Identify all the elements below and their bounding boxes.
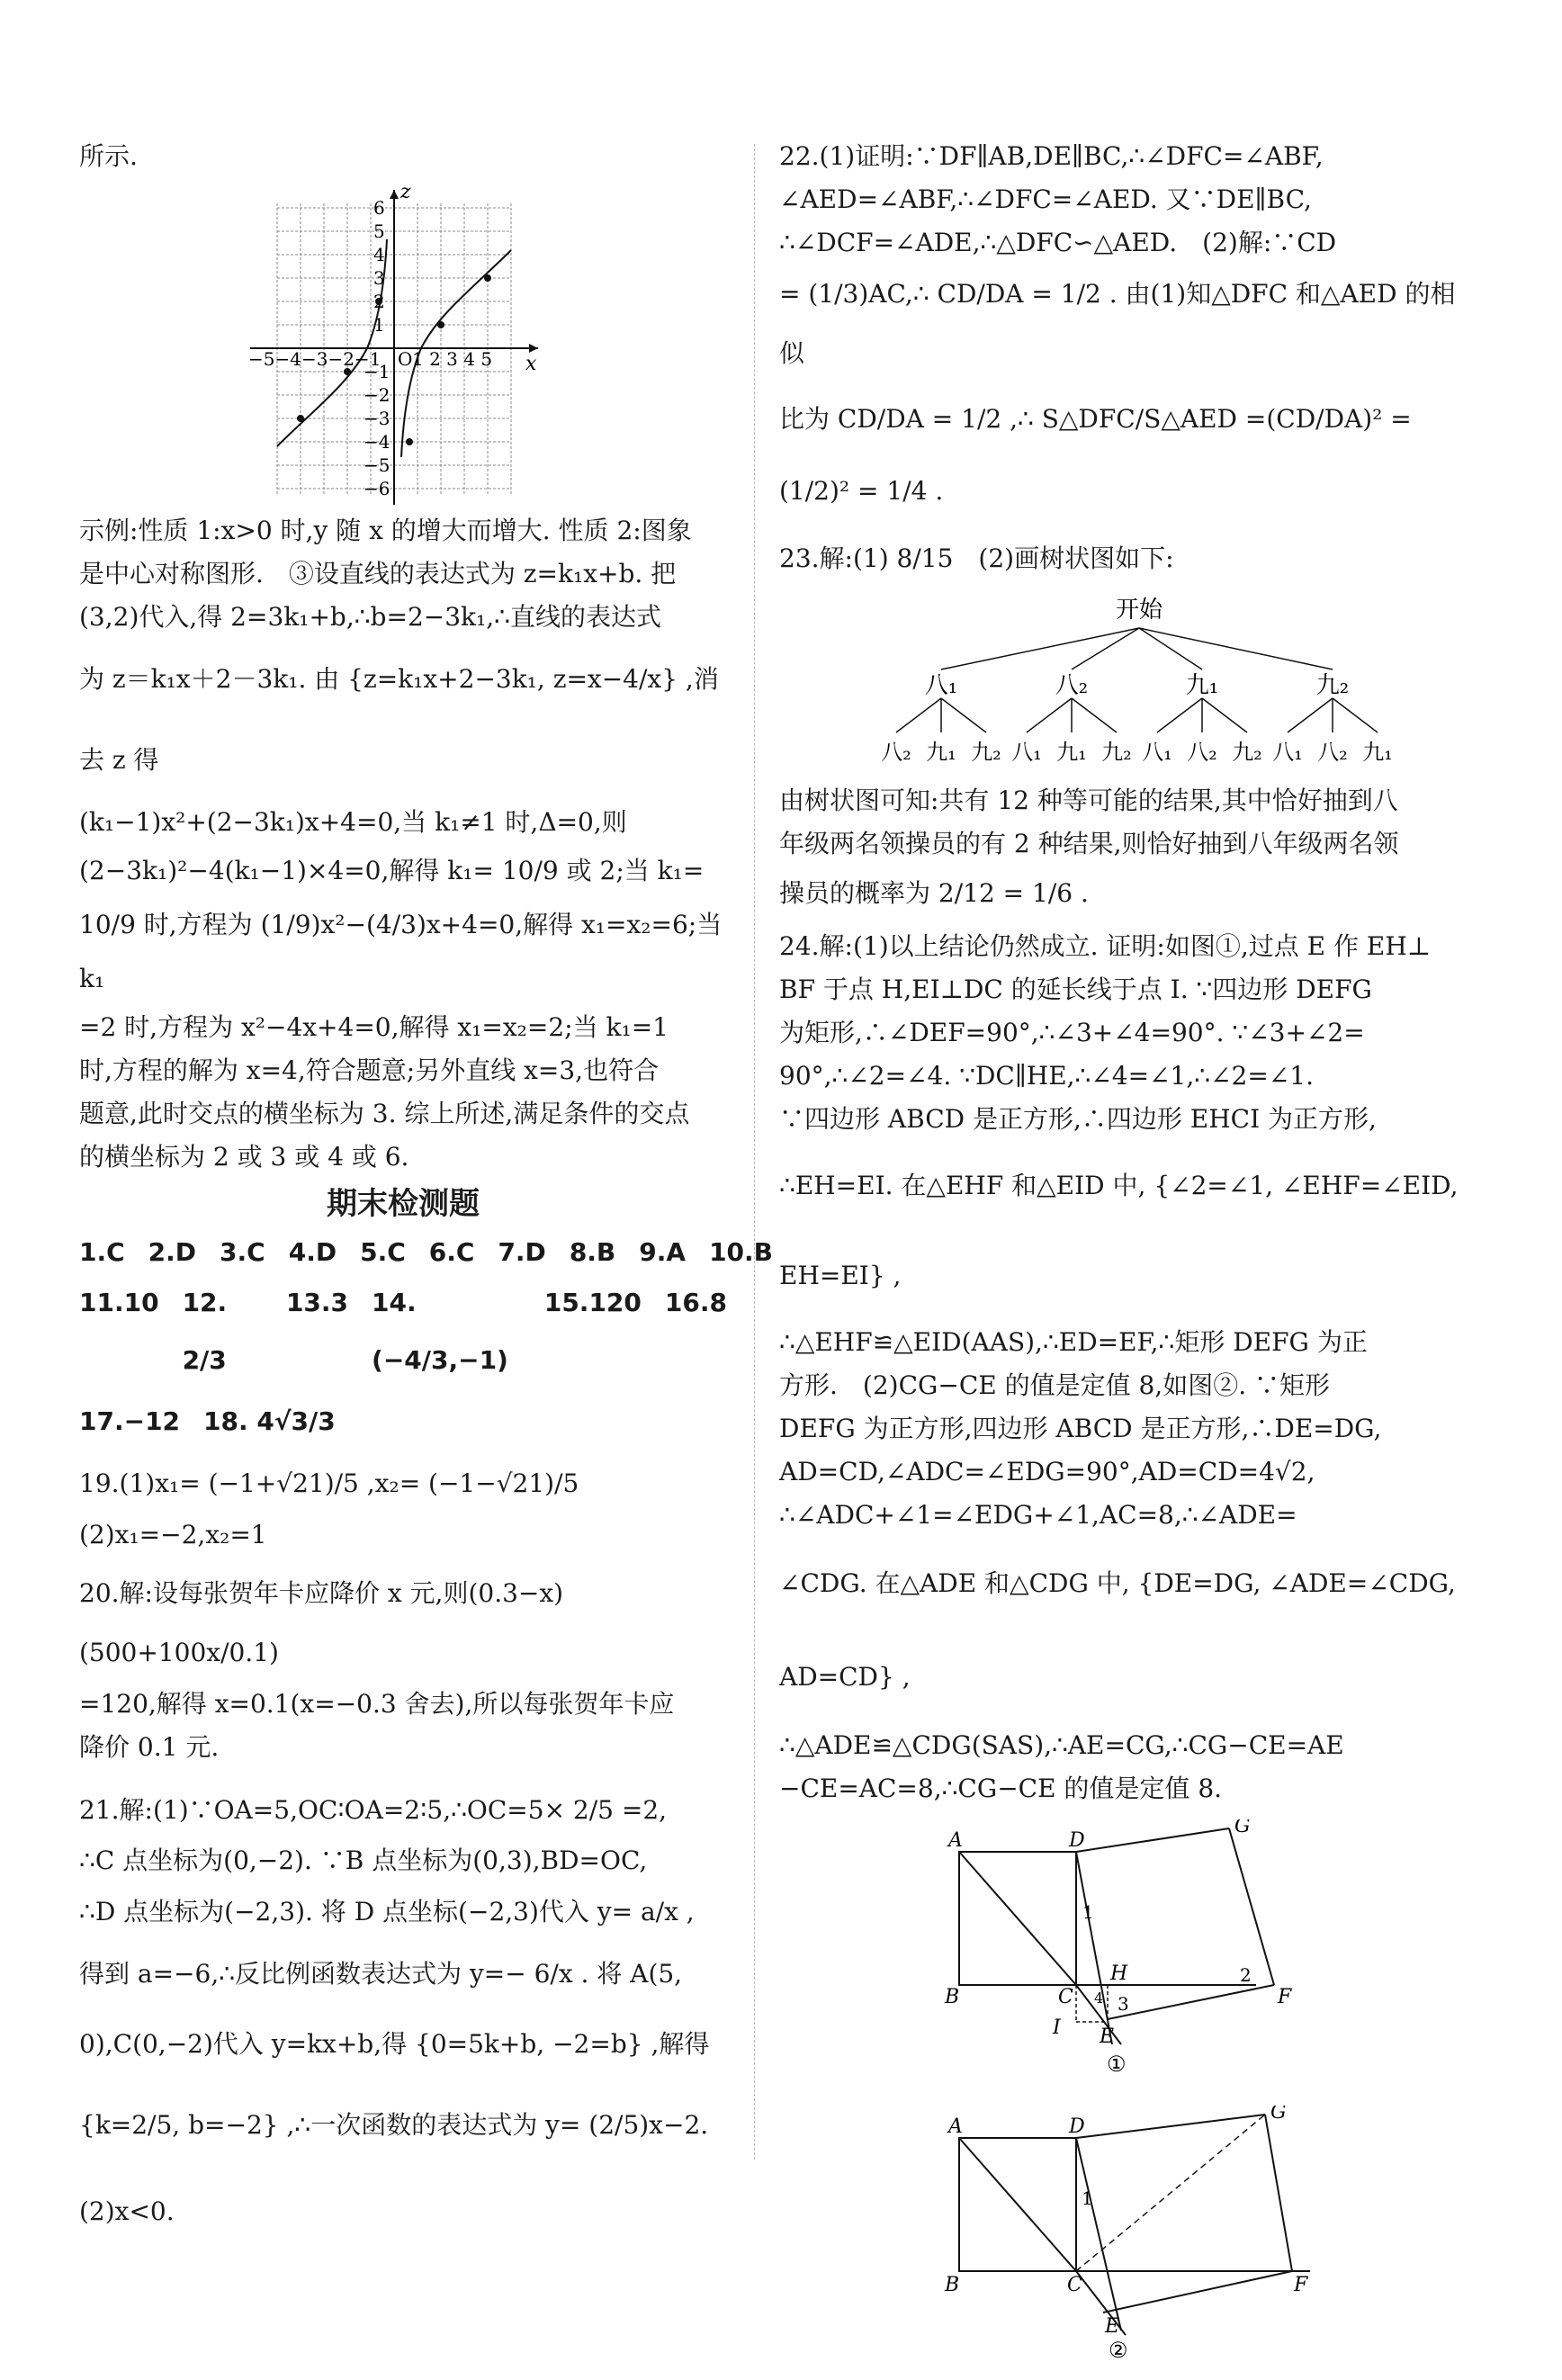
tree-node-l2: 九₁ xyxy=(926,740,956,765)
fig1-label: C xyxy=(1058,1986,1073,2008)
q22-line: 22.(1)证明:∵DF∥AB,DE∥BC,∴∠DFC=∠ABF, xyxy=(779,141,1324,171)
tree-node-l2: 九₂ xyxy=(971,740,1001,765)
figure-1-svg xyxy=(941,1819,1301,2080)
tree-node-l2: 九₂ xyxy=(1101,740,1132,765)
graph-svg xyxy=(250,185,547,509)
fig1-label: A xyxy=(948,1829,963,1852)
figure-1 xyxy=(941,1819,1301,2080)
q24-line: ∠CDG. 在△ADE 和△CDG 中, {DE=DG, ∠ADE=∠CDG, AD=CD} , xyxy=(779,1568,1456,1692)
column-divider xyxy=(754,144,756,2160)
tree-node-l2: 八₁ xyxy=(1142,740,1172,765)
q20-line: 20.解:设每张贺年卡应降价 x 元,则(0.3−x)(500+100x/0.1) xyxy=(79,1578,564,1667)
text-line: 为 z＝k₁x＋2－3k₁. 由 {z=k₁x+2−3k₁, z=x−4/x} ,消去 z 得 xyxy=(79,664,719,775)
q22-line: 比为 CD/DA = 1/2 ,∴ S△DFC/S△AED =(CD/DA)² =(1/2)² = 1/4 . xyxy=(779,404,1412,506)
q20-line: =120,解得 x=0.1(x=−0.3 舍去),所以每张贺年卡应 xyxy=(79,1689,675,1719)
q24-line: 为矩形,∴∠DEF=90°,∴∠3+∠4=90°. ∵∠3+∠2= xyxy=(779,1018,1365,1047)
q24-line: BF 于点 H,EI⊥DC 的延长线于点 I. ∵四边形 DEFG xyxy=(779,974,1372,1004)
q24-line: AD=CD,∠ADC=∠EDG=90°,AD=CD=4√2, xyxy=(779,1457,1315,1486)
text-line: 时,方程的解为 x=4,符合题意;另外直线 x=3,也符合 xyxy=(79,1055,660,1085)
function-graph xyxy=(250,185,547,509)
answer: 8.B xyxy=(569,1237,616,1267)
answer: 13.3 xyxy=(285,1288,349,1317)
answer: 14.(−4/3,−1) xyxy=(372,1288,508,1375)
tree-node-l2: 八₁ xyxy=(1011,740,1042,765)
tree-node-l2: 八₁ xyxy=(1272,740,1303,765)
text-line: 是中心对称图形. ③设直线的表达式为 z=k₁x+b. 把 xyxy=(79,559,677,588)
q24-line: ∵四边形 ABCD 是正方形,∴四边形 EHCI 为正方形, xyxy=(779,1104,1377,1134)
figure-2 xyxy=(941,2106,1337,2367)
q19-line: 19.(1)x₁= (−1+√21)/5 ,x₂= (−1−√21)/5 xyxy=(79,1468,579,1498)
tree-node-l1: 九₁ xyxy=(1185,672,1219,699)
q24-line: ∴△ADE≌△CDG(SAS),∴AE=CG,∴CG−CE=AE xyxy=(779,1730,1344,1760)
fig2-label: B xyxy=(945,2274,960,2296)
answer: 12. 2/3 xyxy=(182,1288,228,1375)
text-line: 的横坐标为 2 或 3 或 4 或 6. xyxy=(79,1142,409,1172)
fig1-label: B xyxy=(945,1986,960,2008)
q21-line: 21.解:(1)∵OA=5,OC∶OA=2∶5,∴OC=5× 2/5 =2, xyxy=(79,1795,668,1825)
answer: 3.C xyxy=(220,1237,265,1267)
graph-y-tick: 1 xyxy=(373,314,385,336)
graph-axis-z: z xyxy=(400,185,411,203)
text-line: (3,2)代入,得 2=3k₁+b,∴b=2−3k₁,∴直线的表达式 xyxy=(79,602,661,632)
q24-line: 24.解:(1)以上结论仍然成立. 证明:如图①,过点 E 作 EH⊥ xyxy=(779,931,1432,961)
graph-y-tick: −2 xyxy=(364,384,390,406)
graph-y-tick: −5 xyxy=(364,454,390,476)
graph-y-tick: 2 xyxy=(373,291,385,312)
fig2-label: A xyxy=(948,2115,963,2138)
fig1-angle: 3 xyxy=(1118,1993,1129,2015)
q24-line: ∴EH=EI. 在△EHF 和△EID 中, {∠2=∠1, ∠EHF=∠EID, EH=EI} , xyxy=(779,1171,1459,1290)
answers-row xyxy=(79,1274,727,1389)
answer: 18. 4√3/3 xyxy=(203,1406,336,1436)
graph-y-tick: −3 xyxy=(364,408,390,429)
graph-y-tick: −4 xyxy=(364,431,390,453)
fig1-label: G xyxy=(1234,1819,1251,1837)
tree-svg xyxy=(779,590,1445,779)
q21-line: 得到 a=−6,∴反比例函数表达式为 y=− 6/x . 将 A(5, xyxy=(79,1959,683,1989)
fig2-label: D xyxy=(1069,2115,1085,2138)
q24-line: 方形. (2)CG−CE 的值是定值 8,如图②. ∵矩形 xyxy=(779,1370,1330,1400)
fig2-label: G xyxy=(1270,2106,1287,2124)
tree-node-l2: 八₂ xyxy=(1187,740,1217,765)
fig1-angle: 2 xyxy=(1240,1964,1252,1986)
q21-line: ∴C 点坐标为(0,−2). ∵B 点坐标为(0,3),BD=OC, xyxy=(79,1846,648,1875)
text-line: 示例:性质 1:x>0 时,y 随 x 的增大而增大. 性质 2:图象 xyxy=(79,516,692,545)
q23-line: 年级两名领操员的有 2 种结果,则恰好抽到八年级两名领 xyxy=(779,829,1399,858)
answer: 9.A xyxy=(639,1237,687,1267)
q20-line: 降价 0.1 元. xyxy=(79,1732,220,1762)
answer: 2.D xyxy=(148,1237,197,1267)
q24-line: ∴∠ADC+∠1=∠EDG+∠1,AC=8,∴∠ADE= xyxy=(779,1500,1297,1530)
tree-node-l2: 八₂ xyxy=(881,740,911,765)
q21-line: ∴D 点坐标为(−2,3). 将 D 点坐标(−2,3)代入 y= a/x , xyxy=(79,1897,695,1926)
graph-y-tick: −6 xyxy=(364,478,390,499)
tree-node-l2: 九₁ xyxy=(1056,740,1087,765)
answer: 17.−12 xyxy=(79,1406,181,1436)
fig1-label: E xyxy=(1100,2025,1115,2048)
fig1-caption: ① xyxy=(1107,2052,1127,2077)
graph-y-tick: 4 xyxy=(373,244,385,265)
answers-row xyxy=(79,1389,727,1454)
fig1-label: F xyxy=(1278,1986,1292,2008)
fig2-label: C xyxy=(1067,2274,1082,2296)
q22-line: = (1/3)AC,∴ CD/DA = 1/2 . 由(1)知△DFC 和△AED 的相似 xyxy=(779,279,1456,368)
left-column xyxy=(79,135,774,2255)
q23-head: 23.解:(1) 8/15 (2)画树状图如下: xyxy=(779,543,1174,573)
text-line: 10/9 时,方程为 (1/9)x²−(4/3)x+4=0,解得 x₁=x₂=6;当 k₁ xyxy=(79,910,723,993)
fig1-angle: 4 xyxy=(1094,1989,1104,2007)
fig2-angle: 1 xyxy=(1082,2187,1093,2209)
q23-line: 操员的概率为 2/12 = 1/6 . xyxy=(779,878,1089,908)
graph-y-tick: −1 xyxy=(364,361,390,382)
q24-line: ∴△EHF≌△EID(AAS),∴ED=EF,∴矩形 DEFG 为正 xyxy=(779,1327,1368,1357)
graph-origin: O xyxy=(398,348,413,370)
tree-node-l1: 八₁ xyxy=(924,672,958,699)
tree-node-l1: 九₂ xyxy=(1315,672,1350,699)
text-line: =2 时,方程为 x²−4x+4=0,解得 x₁=x₂=2;当 k₁=1 xyxy=(79,1012,669,1042)
q24-line: −CE=AC=8,∴CG−CE 的值是定值 8. xyxy=(779,1774,1223,1803)
answer: 15.120 xyxy=(543,1288,642,1317)
fig1-label: H xyxy=(1110,1962,1128,1985)
q24-line: DEFG 为正方形,四边形 ABCD 是正方形,∴DE=DG, xyxy=(779,1414,1382,1443)
answer: 6.C xyxy=(428,1237,475,1267)
answer: 4.D xyxy=(288,1237,337,1267)
figure-2-svg xyxy=(941,2106,1337,2367)
fig1-label: D xyxy=(1069,1829,1085,1852)
graph-x-ticks-right: 1 2 3 4 5 xyxy=(412,348,493,370)
graph-y-tick: 6 xyxy=(373,197,385,219)
graph-axis-x: x xyxy=(525,353,537,375)
answer: 16.8 xyxy=(664,1288,727,1317)
right-column xyxy=(779,135,1472,2367)
tree-node-l2: 八₂ xyxy=(1317,740,1348,765)
q22-line: ∠AED=∠ABF,∴∠DFC=∠AED. 又∵DE∥BC, xyxy=(779,184,1312,214)
q19-line: (2)x₁=−2,x₂=1 xyxy=(79,1520,267,1549)
graph-y-tick: 3 xyxy=(373,267,385,289)
graph-y-tick: 5 xyxy=(373,220,385,242)
tree-root: 开始 xyxy=(1115,597,1163,624)
text-line: (2−3k₁)²−4(k₁−1)×4=0,解得 k₁= 10/9 或 2;当 k₁= xyxy=(79,856,705,885)
section-title: 期末检测题 xyxy=(327,1186,480,1222)
answer: 7.D xyxy=(498,1237,546,1267)
intro-line: 所示. xyxy=(79,141,138,171)
q21-line: 0),C(0,−2)代入 y=kx+b,得 {0=5k+b, −2=b} ,解得 xyxy=(79,2029,710,2059)
fig2-label: F xyxy=(1294,2274,1308,2296)
fig1-label: I xyxy=(1053,2016,1061,2039)
fig1-angle: 1 xyxy=(1082,1901,1094,1923)
text-line: (k₁−1)x²+(2−3k₁)x+4=0,当 k₁≠1 时,Δ=0,则 xyxy=(79,807,627,837)
tree-node-l2: 九₂ xyxy=(1232,740,1262,765)
probability-tree xyxy=(779,590,1472,779)
tree-node-l1: 八₂ xyxy=(1055,672,1089,699)
fig2-caption: ② xyxy=(1109,2338,1128,2363)
answer: 11.10 xyxy=(79,1288,159,1317)
text-line: 题意,此时交点的横坐标为 3. 综上所述,满足条件的交点 xyxy=(79,1099,690,1128)
answers-row xyxy=(79,1231,774,1274)
fig2-label: E xyxy=(1105,2315,1120,2338)
answer: 10.B xyxy=(709,1237,774,1267)
q21-line: {k=2/5, b=−2} ,∴一次函数的表达式为 y= (2/5)x−2. (2)x<0. xyxy=(79,2110,734,2226)
q22-line: ∴∠DCF=∠ADE,∴△DFC∽△AED. (2)解:∵CD xyxy=(779,228,1337,257)
q24-line: 90°,∴∠2=∠4. ∵DC∥HE,∴∠4=∠1,∴∠2=∠1. xyxy=(779,1061,1314,1091)
answer: 5.C xyxy=(360,1237,406,1267)
q23-line: 由树状图可知:共有 12 种等可能的结果,其中恰好抽到八 xyxy=(779,786,1398,815)
answer: 1.C xyxy=(79,1237,125,1267)
graph-x-ticks-left: −5−4−3−2−1 xyxy=(250,348,382,370)
tree-node-l2: 九₁ xyxy=(1362,740,1393,765)
